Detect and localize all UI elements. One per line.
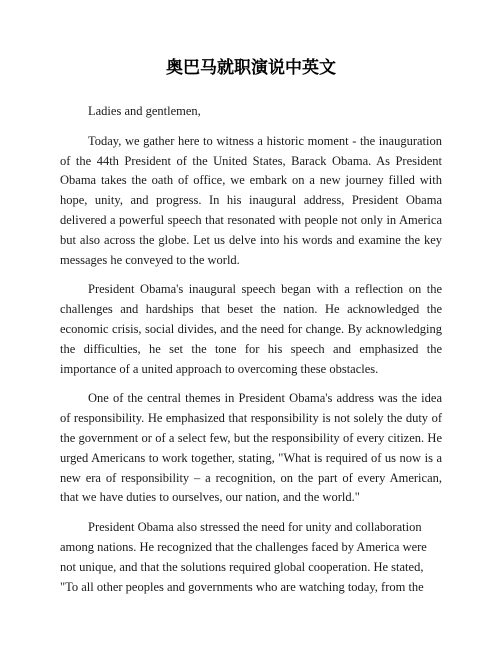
salutation-paragraph: Ladies and gentlemen, — [88, 104, 201, 118]
document-title: 奥巴马就职演说中英文 — [166, 58, 336, 78]
body-paragraph-4: President Obama also stressed the need for unity and collaboration among nations. He recognized that the challenges faced by America were not unique, and that the solutions required global cooperation. He stated, "To all other peoples and governments who are watching today, from the — [60, 520, 427, 594]
body-paragraph-2: President Obama's inaugural speech began with a reflection on the challenges and hardships that beset the nation. He acknowledged the economic crisis, social divides, and the need for change. By acknowledging the difficulties, he set the tone for his speech and emphasized the importance of a united approach to overcoming these obstacles. — [60, 282, 442, 376]
body-paragraph-3: One of the central themes in President Obama's address was the idea of responsibility. He emphasized that responsibility is not solely the duty of the government or of a select few, but the responsibility of every citizen. He urged Americans to work together, stating, "What is required of us now is a new era of responsibility – a recognition, on the part of every American, that we have duties to ourselves, our nation, and the world." — [60, 391, 442, 505]
body-paragraph-1: Today, we gather here to witness a historic moment - the inauguration of the 44th President of the United States, Barack Obama. As President Obama takes the oath of office, we embark on a new journey filled with hope, unity, and progress. In his inaugural address, President Obama delivered a powerful speech that resonated with people not only in America but also across the globe. Let us delve into his words and examine the key messages he conveyed to the world. — [60, 133, 442, 267]
